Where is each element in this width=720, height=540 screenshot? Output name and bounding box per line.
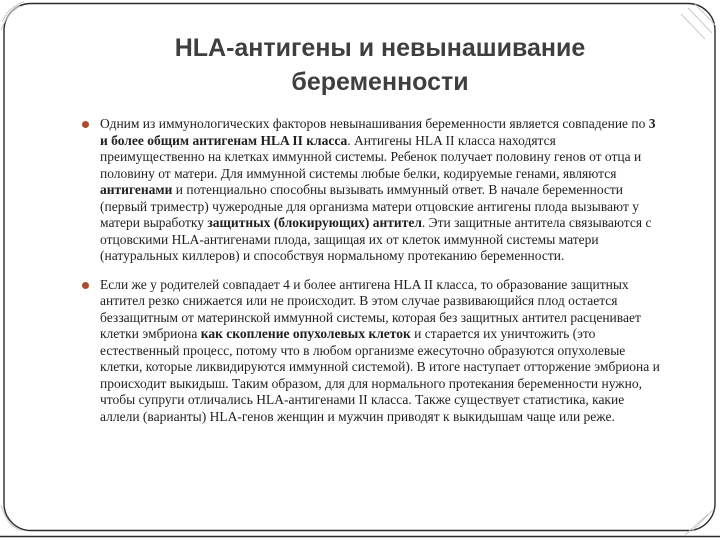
- slide-title: HLA-антигены и невынашивание беременности: [174, 34, 586, 96]
- bullet-1-text: Одним из иммунологических факторов невынашивания беременности является совпадение по 3 и более общим антигенам HLA II класса. Антигены HLA II класса находятся преимущественно на клетках иммунной системы. Ребенок получает половину генов от отца и половину от матери. Для иммунной системы любые белки, кодируемые генами, являются антигенами и потенциально способны вызывать иммунный ответ. В начале беременности (первый триместр) чужеродные для организма матери отцовские антигены плода вызывают у матери выработку защитных (блокирующих) антител. Эти защитные антитела связываются с отцовскими HLA-антигенами плода, защищая их от клеток иммунной системы матери (натуральных киллеров) и способствуя нормальному протеканию беременности.: [100, 116, 656, 263]
- slide-body: [80, 116, 660, 437]
- bullet-item-2: [80, 277, 660, 426]
- bullet-marker-icon: [82, 282, 89, 289]
- bullet-marker-icon: [82, 121, 89, 128]
- bullet-item-1: [80, 116, 660, 265]
- bullet-2-text: Если же у родителей совпадает 4 и более антигена HLA II класса, то образование защитных антител резко снижается или не происходит. В этом случае развивающийся плод остается беззащитным от материнской иммунной системы, которая без защитных антител расценивает клетки эмбриона как скопление опухолевых клеток и старается их уничтожить (это естественный процесс, потому что в любом организме ежесуточно образуются опухолевые клетки, которые ликвидируются иммунной системой). В итоге наступает отторжение эмбриона и происходит выкидыш. Таким образом, для для нормального протекания беременности нужно, чтобы супруги отличались HLA-антигенами II класса. Также существует статистика, какие аллели (варианты) HLA-генов женщин и мужчин приводят к выкидышам чаще или реже.: [100, 276, 660, 424]
